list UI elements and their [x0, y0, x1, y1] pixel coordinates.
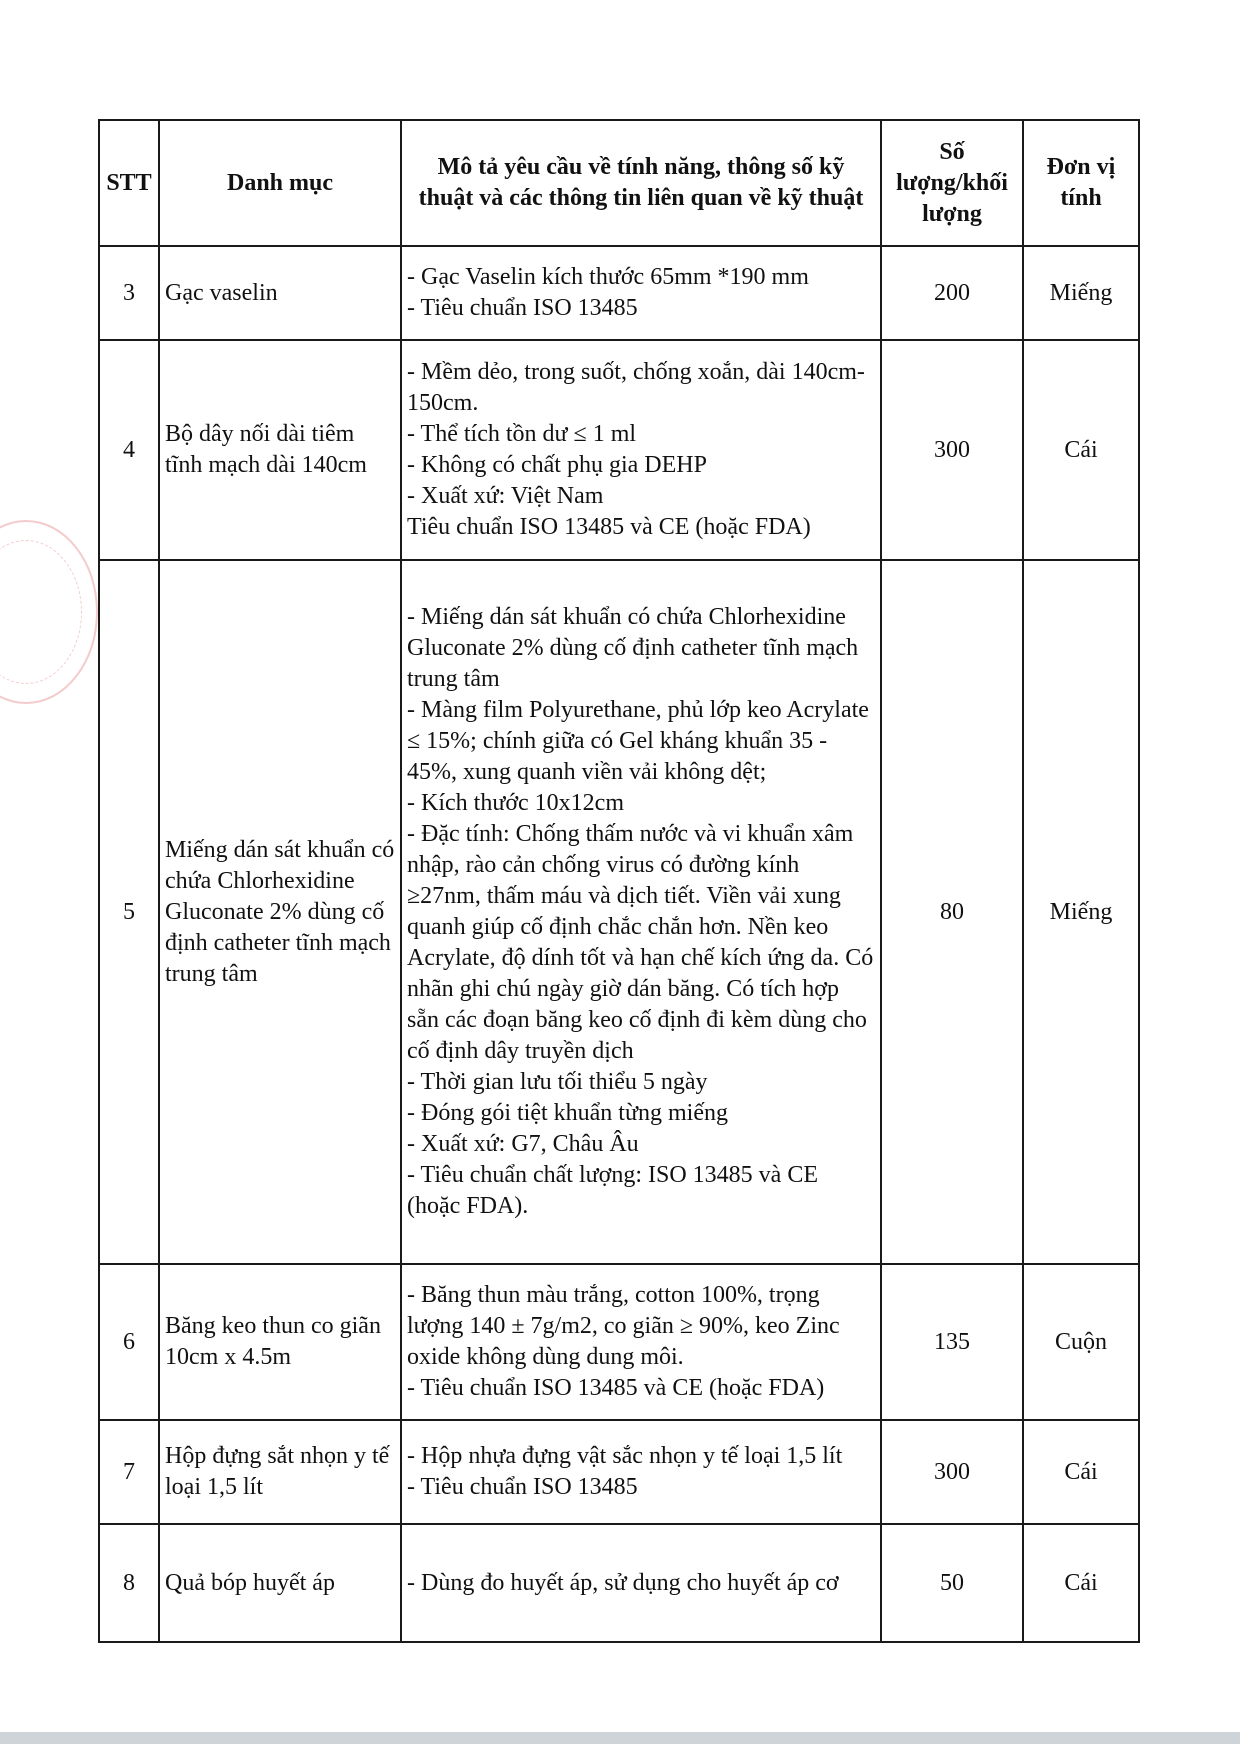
- row-description: - Miếng dán sát khuẩn có chứa Chlorhexidine Gluconate 2% dùng cố định catheter tĩnh mạch trung tâm - Màng film Polyurethane, phủ lớp keo Acrylate ≤ 15%; chính giữa có Gel kháng khuẩn 35 - 45%, xung quanh viền vải không dệt; - Kích thước 10x12cm - Đặc tính: Chống thấm nước và vi khuẩn xâm nhập, rào cản chống virus có đường kính ≥27nm, thấm máu và dịch tiết. Viền vải xung quanh giúp cố định chắc chắn hơn. Nền keo Acrylate, độ dính tốt và hạn chế kích ứng da. Có nhãn ghi chú ngày giờ dán băng. Có tích hợp sẵn các đoạn băng keo cố định đi kèm dùng cho cố định dây truyền dịch - Thời gian lưu tối thiểu 5 ngày - Đóng gói tiệt khuẩn từng miếng - Xuất xứ: G7, Châu Âu - Tiêu chuẩn chất lượng: ISO 13485 và CE (hoặc FDA).: [401, 560, 881, 1264]
- table-row: [99, 1420, 1139, 1524]
- row-item-name: Quả bóp huyết áp: [159, 1524, 401, 1642]
- table-row: [99, 1524, 1139, 1642]
- row-unit: Cái: [1023, 340, 1139, 560]
- row-quantity: 200: [881, 246, 1023, 340]
- scan-bottom-edge: [0, 1732, 1240, 1744]
- row-description: - Băng thun màu trắng, cotton 100%, trọng lượng 140 ± 7g/m2, co giãn ≥ 90%, keo Zinc oxide không dùng dung môi. - Tiêu chuẩn ISO 13485 và CE (hoặc FDA): [401, 1264, 881, 1420]
- red-seal-stamp-inner-ring: [0, 540, 82, 684]
- header-stt: STT: [99, 120, 159, 246]
- row-item-name: Hộp đựng sắt nhọn y tế loại 1,5 lít: [159, 1420, 401, 1524]
- row-quantity: 135: [881, 1264, 1023, 1420]
- row-item-name: Băng keo thun co giãn 10cm x 4.5m: [159, 1264, 401, 1420]
- row-stt: 6: [99, 1264, 159, 1420]
- row-stt: 5: [99, 560, 159, 1264]
- header-description: Mô tả yêu cầu về tính năng, thông số kỹ thuật và các thông tin liên quan về kỹ thuật: [401, 120, 881, 246]
- row-stt: 7: [99, 1420, 159, 1524]
- row-quantity: 50: [881, 1524, 1023, 1642]
- header-name: Danh mục: [159, 120, 401, 246]
- row-item-name: Miếng dán sát khuẩn có chứa Chlorhexidine Gluconate 2% dùng cố định catheter tĩnh mạch trung tâm: [159, 560, 401, 1264]
- table-row: [99, 340, 1139, 560]
- row-item-name: Gạc vaselin: [159, 246, 401, 340]
- row-unit: Cuộn: [1023, 1264, 1139, 1420]
- row-description: - Hộp nhựa đựng vật sắc nhọn y tế loại 1,5 lít - Tiêu chuẩn ISO 13485: [401, 1420, 881, 1524]
- row-description: - Gạc Vaselin kích thước 65mm *190 mm - Tiêu chuẩn ISO 13485: [401, 246, 881, 340]
- row-quantity: 80: [881, 560, 1023, 1264]
- row-unit: Miếng: [1023, 560, 1139, 1264]
- row-unit: Cái: [1023, 1524, 1139, 1642]
- row-stt: 3: [99, 246, 159, 340]
- header-unit: Đơn vị tính: [1023, 120, 1139, 246]
- table-row: [99, 1264, 1139, 1420]
- technical-specification-table: [98, 119, 1140, 1643]
- row-description: - Mềm dẻo, trong suốt, chống xoắn, dài 140cm-150cm. - Thể tích tồn dư ≤ 1 ml - Không có chất phụ gia DEHP - Xuất xứ: Việt Nam Tiêu chuẩn ISO 13485 và CE (hoặc FDA): [401, 340, 881, 560]
- row-stt: 8: [99, 1524, 159, 1642]
- row-item-name: Bộ dây nối dài tiêm tĩnh mạch dài 140cm: [159, 340, 401, 560]
- row-unit: Miếng: [1023, 246, 1139, 340]
- red-seal-stamp: [0, 520, 98, 704]
- row-quantity: 300: [881, 340, 1023, 560]
- header-quantity: Số lượng/khối lượng: [881, 120, 1023, 246]
- table-header-row: [99, 120, 1139, 246]
- row-quantity: 300: [881, 1420, 1023, 1524]
- row-unit: Cái: [1023, 1420, 1139, 1524]
- row-stt: 4: [99, 340, 159, 560]
- table-row: [99, 560, 1139, 1264]
- table-row: [99, 246, 1139, 340]
- row-description: - Dùng đo huyết áp, sử dụng cho huyết áp cơ: [401, 1524, 881, 1642]
